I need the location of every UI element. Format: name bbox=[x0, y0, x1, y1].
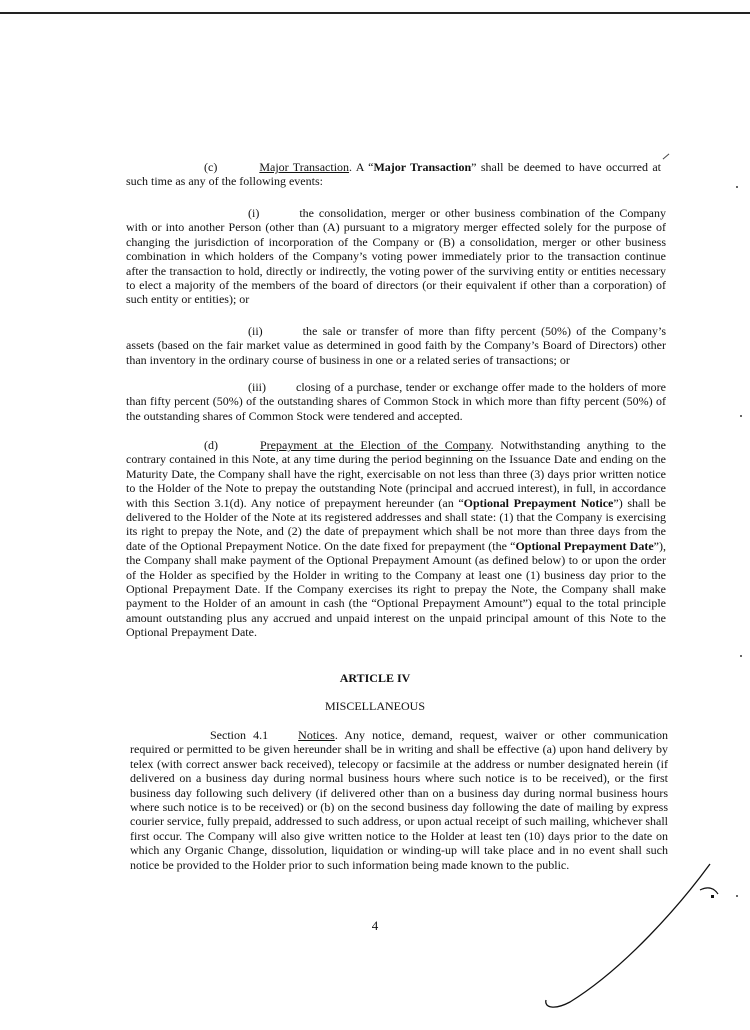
scan-speck bbox=[736, 895, 738, 897]
scan-speck bbox=[740, 415, 742, 417]
item-i-paragraph bbox=[126, 206, 666, 307]
section-d-paragraph bbox=[126, 438, 666, 640]
section-4-1-text: . Any notice, demand, request, waiver or other communication required or permitted to be given hereunder shall be in writing and shall be effective (a) upon hand delivery by telex (with correct answer back received), telecopy or facsimile at the address or number designated herein (if delivered on a business day during normal business hours where such notice is to be received), or the first business day following such delivery (if delivered other than on a business day during normal business hours where such notice is to be received) or (b) on the second business day following the date of mailing by express courier service, fully prepaid, addressed to such address, or upon actual receipt of such mailing, whichever shall first occur. The Company will also give written notice to the Holder at least ten (10) days prior to the date on which any Organic Change, dissolution, liquidation or winding-up will take place and in no event shall such notice be provided to the Holder prior to such information being made known to the public. bbox=[130, 728, 668, 872]
section-c-text: . A “ bbox=[349, 160, 374, 174]
section-c-label: (c) bbox=[204, 160, 218, 174]
section-d-label: (d) bbox=[204, 438, 218, 452]
section-d-text: ”), the Company shall make payment of the Optional Prepayment Amount (as defined below) to or upon the order of the Holder as specified by the Holder in writing to the Company at least one (1) business day prior to the Optional Prepayment Date. If the Company exercises its right to prepay the Note, the Company shall make payment to the Holder of an amount in cash (the “Optional Prepayment Amount”) equal to the total principle amount outstanding plus any accrued and unpaid interest on the unpaid principal amount of this Note to the Optional Prepayment Date. bbox=[126, 538, 666, 640]
section-d-title: Prepayment at the Election of the Company bbox=[260, 438, 491, 452]
item-i-text: the consolidation, merger or other business combination of the Company with or into another Person (other than (A) pursuant to a migratory merger effected solely for the purpose of changing the jurisdiction of incorporation of the Company or (B) a consolidation, merger or other business combination in which holders of the Company’s voting power immediately prior to the transaction continue after the transaction to hold, directly or indirectly, the voting power of the surviving entity or entities necessary to elect a majority of the members of the board of directors (or their equivalent if other than a corporation) of such entity or entities); or bbox=[126, 206, 666, 307]
section-d-term-notice: Optional Prepayment Notice bbox=[463, 495, 614, 510]
section-d-text: . Notwithstanding anything to the contrary contained in this Note, at any time during the period beginning on the Issuance Date and ending on the Maturity Date, the Company shall have the right, exercisable on not less than three (3) days prior written notice to the Holder of the Note to prepay the outstanding Note (principal and accrued interest), in full, in accordance with this Section 3.1(d). Any notice of prepayment hereunder (an “ bbox=[126, 438, 666, 510]
article-subheading: MISCELLANEOUS bbox=[324, 699, 425, 713]
margin-mark bbox=[663, 154, 670, 160]
item-iii-paragraph bbox=[126, 380, 666, 423]
section-c-paragraph bbox=[126, 160, 661, 189]
item-ii-label: (ii) bbox=[248, 324, 263, 338]
section-4-1-title: Notices bbox=[298, 728, 335, 742]
item-ii-text: the sale or transfer of more than fifty percent (50%) of the Company’s assets (based on the fair market value as determined in good faith by the Company’s Board of Directors) other than inventory in the ordinary course of business in one or a related series of transactions; or bbox=[126, 324, 666, 367]
page-number: 4 bbox=[371, 918, 379, 933]
item-iii-text: closing of a purchase, tender or exchange offer made to the holders of more than fifty percent (50%) of the outstanding shares of Common Stock in which more than fifty percent (50%) of the outstanding shares of Common Stock were tendered and accepted. bbox=[126, 380, 666, 423]
item-iii-label: (iii) bbox=[248, 380, 266, 394]
section-c-term: Major Transaction bbox=[373, 160, 472, 174]
top-border-line bbox=[0, 12, 750, 14]
article-heading: ARTICLE IV bbox=[339, 671, 411, 685]
section-c-title: Major Transaction bbox=[259, 160, 350, 174]
item-i-label: (i) bbox=[248, 206, 260, 220]
section-d-text: ”) shall be delivered to the Holder of the Note at its registered addresses and shall state: (1) that the Company is exercising its right to prepay the Note, and (2) the date of prepayment which shall be not more than three days from the date of the Optional Prepayment Notice. On the date fixed for prepayment (the “ bbox=[126, 495, 666, 553]
section-c-text: ” shall be deemed to have occurred at such time as any of the following events: bbox=[126, 160, 661, 189]
section-4-1-label: Section 4.1 bbox=[210, 728, 269, 742]
item-ii-paragraph bbox=[126, 324, 666, 367]
scan-speck bbox=[736, 186, 738, 188]
scan-speck bbox=[740, 655, 742, 657]
section-d-term-date: Optional Prepayment Date bbox=[515, 538, 654, 553]
initials-signature bbox=[530, 850, 730, 1020]
